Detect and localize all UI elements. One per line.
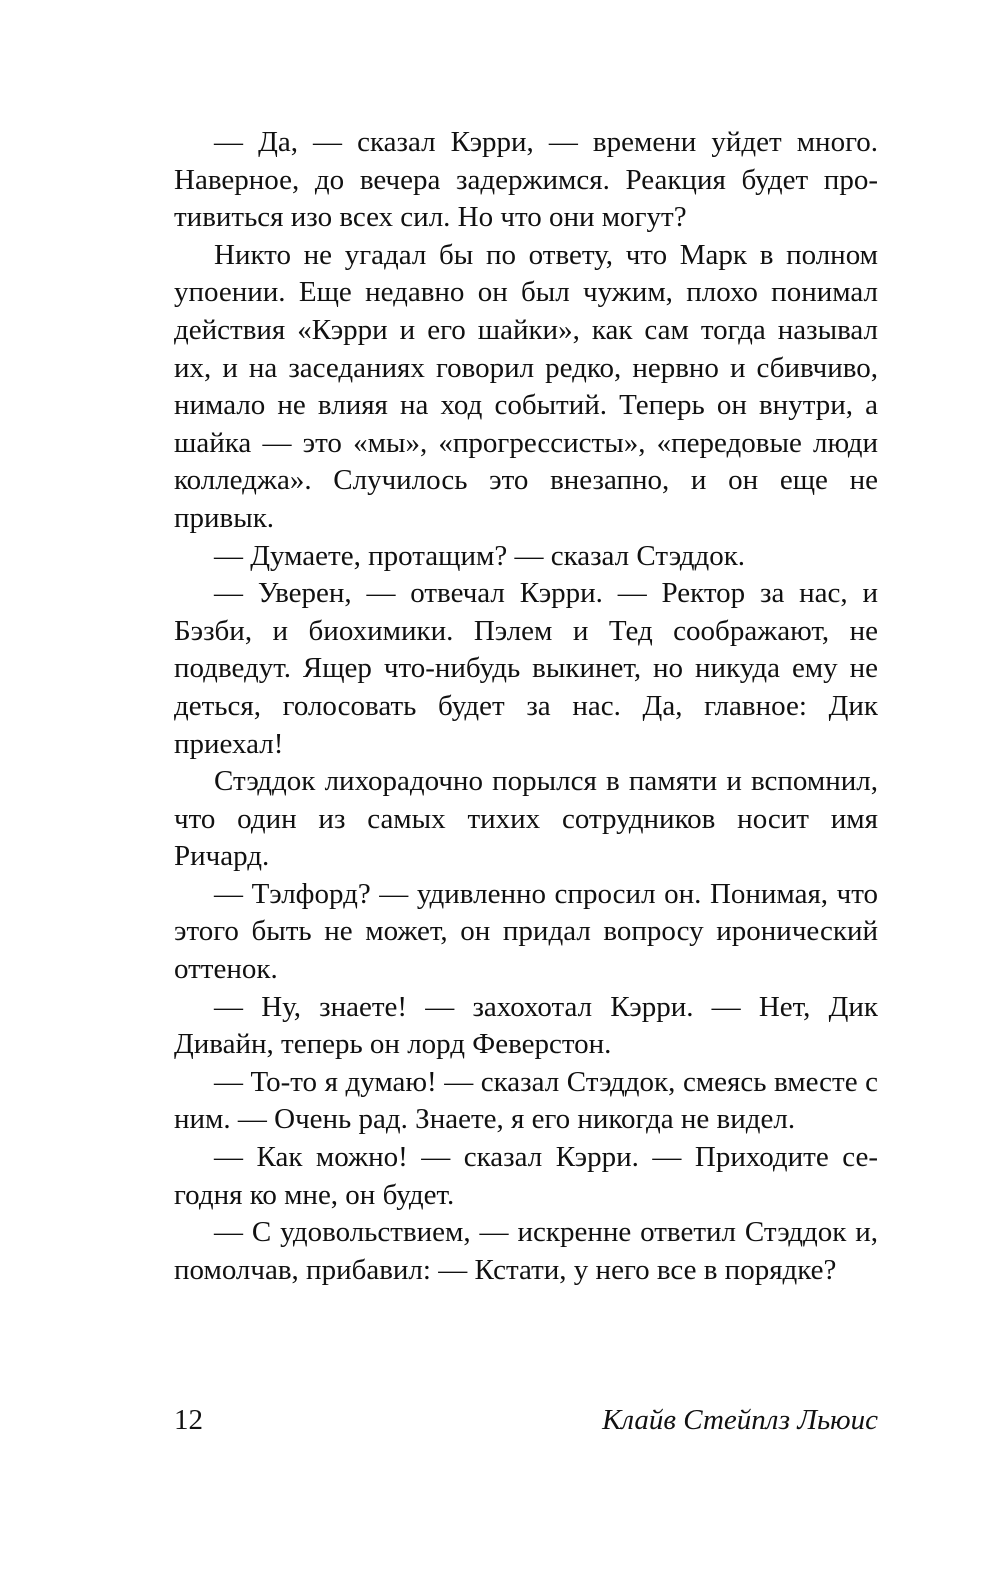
paragraph: — С удовольствием, — искренне ответил Стэддок и, помолчав, прибавил: — Кстати, у него все в порядке? bbox=[174, 1216, 878, 1286]
page-footer bbox=[174, 1400, 878, 1440]
running-footer-author: Клайв Стейплз Льюис bbox=[602, 1404, 878, 1436]
paragraph: Никто не угадал бы по ответу, что Марк в полном упоении. Еще недавно он был чужим, плохо понимал действия «Кэрри и его шайки», как сам тогда называл их, и на заседаниях говорил редко, нервно и сбивчиво, нимало не влияя на ход событий. Теперь он внутри, а шайка — это «мы», «прогрессисты», «передовые люди колледжа». Случилось это внезапно, и он еще не привык. bbox=[174, 238, 878, 534]
paragraph: — Ну, знаете! — захохотал Кэрри. — Нет, Дик Дивайн, теперь он лорд Феверстон. bbox=[174, 990, 878, 1061]
paragraph: — Как можно! — сказал Кэрри. — Приходите сегодня ко мне, он будет. bbox=[174, 1141, 878, 1211]
paragraph: — Да, — сказал Кэрри, — времени уйдет много. Наверное, до вечера задержимся. Реакция будет противиться изо всех сил. Но что они могут? bbox=[174, 126, 878, 234]
paragraph: — Думаете, протащим? — сказал Стэддок. bbox=[214, 539, 746, 572]
page-number: 12 bbox=[174, 1404, 203, 1436]
body-text bbox=[174, 124, 878, 1289]
paragraph: — То-то я думаю! — сказал Стэддок, смеясь вместе с ним. — Очень рад. Знаете, я его никогда не видел. bbox=[174, 1065, 878, 1136]
paragraph: — Уверен, — отвечал Кэрри. — Ректор за нас, и Бэзби, и биохимики. Пэлем и Тед соображают, не подведут. Ящер что-нибудь выкинет, но никуда ему не деться, голосовать будет за нас. Да, главное: Дик приехал! bbox=[174, 577, 878, 760]
paragraph: Стэддок лихорадочно порылся в памяти и вспомнил, что один из самых тихих сотрудников носит имя Ричард. bbox=[174, 765, 878, 873]
paragraph: — Тэлфорд? — удивленно спросил он. Понимая, что этого быть не может, он придал вопросу иронический оттенок. bbox=[174, 877, 878, 986]
